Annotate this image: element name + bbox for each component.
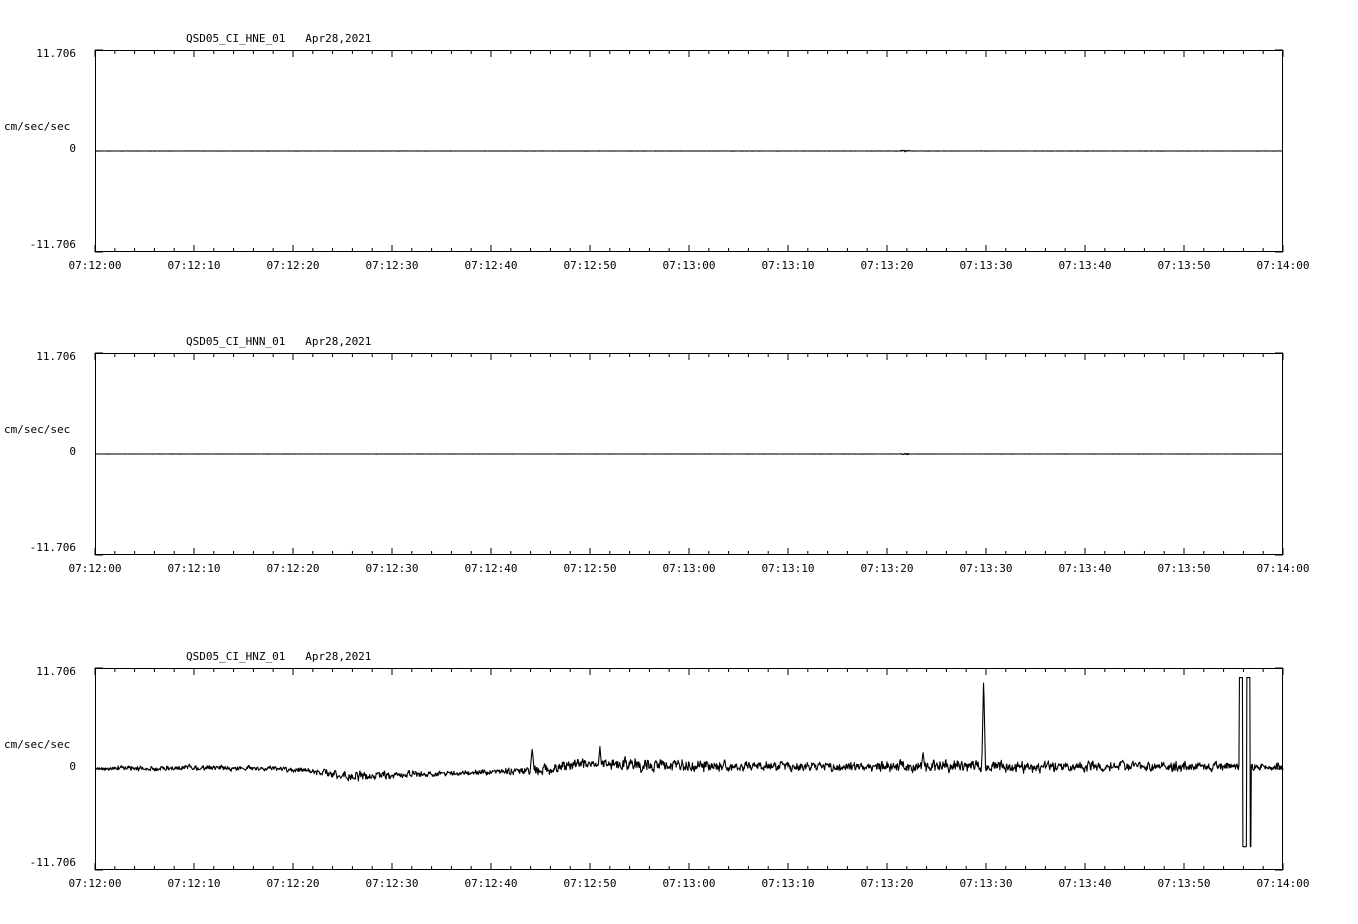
x-tick-label: 07:13:10 [761,877,815,890]
y-tick-max-hne: 11.706 [36,47,76,60]
x-tick-label: 07:13:00 [662,877,716,890]
x-tick-label: 07:13:50 [1157,259,1211,272]
x-tick-label: 07:12:50 [563,562,617,575]
panel-title-hne: QSD05_CI_HNE_01 Apr28,2021 [186,32,372,45]
y-tick-zero-hnz: 0 [69,760,76,773]
x-tick-label: 07:13:10 [761,259,815,272]
x-tick-label: 07:12:20 [266,877,320,890]
y-tick-zero-hne: 0 [69,142,76,155]
x-tick-label: 07:13:40 [1058,259,1112,272]
trace-svg-hnn [0,303,1358,593]
y-tick-max-hnn: 11.706 [36,350,76,363]
x-tick-label: 07:14:00 [1256,259,1310,272]
x-tick-label: 07:13:50 [1157,562,1211,575]
x-tick-label: 07:12:00 [68,877,122,890]
x-tick-label: 07:13:00 [662,562,716,575]
x-tick-label: 07:12:10 [167,259,221,272]
x-tick-label: 07:13:50 [1157,877,1211,890]
x-tick-label: 07:13:10 [761,562,815,575]
x-tick-label: 07:13:00 [662,259,716,272]
x-tick-label: 07:12:30 [365,562,419,575]
trace-panel-hnz [0,608,1358,908]
x-tick-label: 07:13:30 [959,877,1013,890]
x-tick-label: 07:13:40 [1058,562,1112,575]
y-tick-min-hnz: -11.706 [29,856,76,869]
x-tick-label: 07:13:20 [860,877,914,890]
x-tick-label: 07:12:20 [266,259,320,272]
x-tick-label: 07:12:40 [464,259,518,272]
trace-svg-hne [0,0,1358,290]
trace-panel-hne [0,0,1358,290]
x-tick-label: 07:12:00 [68,562,122,575]
x-tick-label: 07:13:30 [959,562,1013,575]
y-axis-label-hnz: cm/sec/sec [4,738,71,751]
x-tick-label: 07:13:20 [860,562,914,575]
x-tick-label: 07:13:30 [959,259,1013,272]
trace-panel-hnn [0,303,1358,593]
x-tick-label: 07:12:40 [464,877,518,890]
x-tick-label: 07:13:40 [1058,877,1112,890]
panel-title-hnn: QSD05_CI_HNN_01 Apr28,2021 [186,335,372,348]
x-tick-label: 07:12:50 [563,259,617,272]
y-tick-min-hne: -11.706 [29,238,76,251]
y-axis-label-hne: cm/sec/sec [4,120,71,133]
x-tick-label: 07:12:10 [167,562,221,575]
y-axis-label-hnn: cm/sec/sec [4,423,71,436]
y-tick-zero-hnn: 0 [69,445,76,458]
x-tick-label: 07:12:20 [266,562,320,575]
panel-title-hnz: QSD05_CI_HNZ_01 Apr28,2021 [186,650,372,663]
trace-svg-hnz [0,608,1358,908]
x-tick-label: 07:12:30 [365,259,419,272]
y-tick-min-hnn: -11.706 [29,541,76,554]
x-tick-label: 07:14:00 [1256,877,1310,890]
x-tick-label: 07:12:00 [68,259,122,272]
x-tick-label: 07:12:40 [464,562,518,575]
x-tick-label: 07:12:10 [167,877,221,890]
x-tick-label: 07:13:20 [860,259,914,272]
x-tick-label: 07:14:00 [1256,562,1310,575]
x-tick-label: 07:12:50 [563,877,617,890]
x-tick-label: 07:12:30 [365,877,419,890]
y-tick-max-hnz: 11.706 [36,665,76,678]
